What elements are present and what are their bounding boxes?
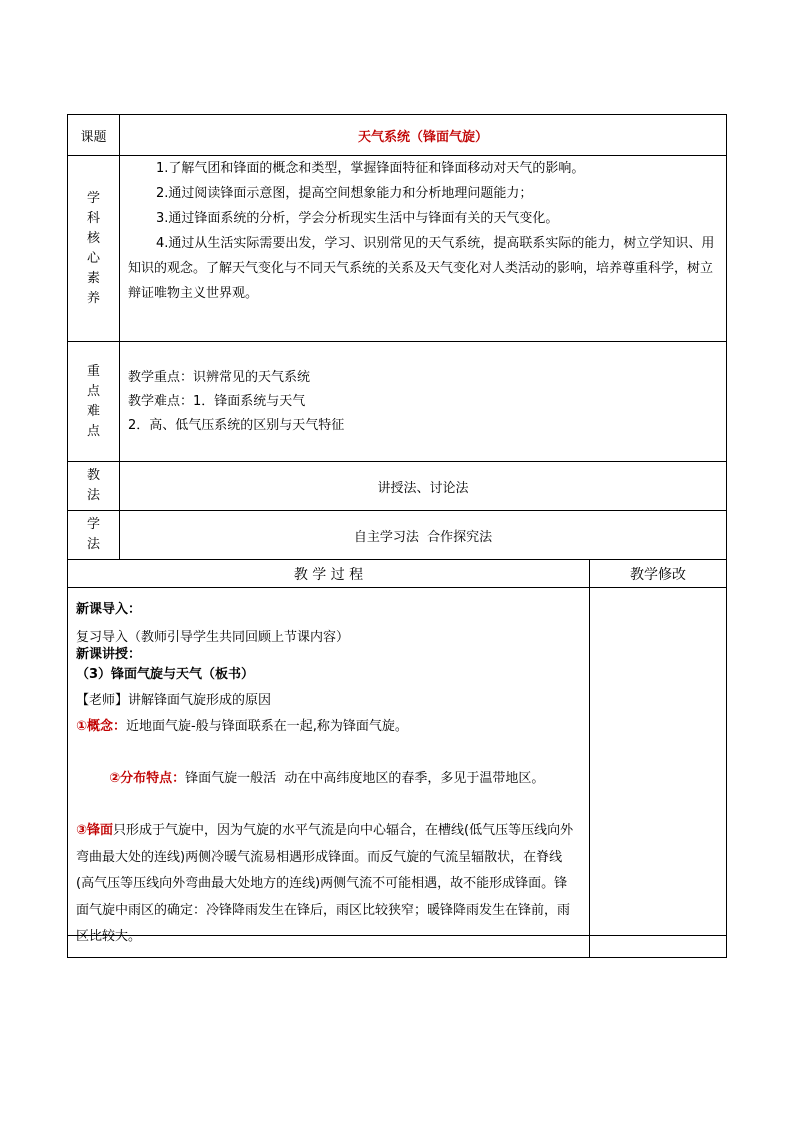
teaching-method: 讲授法、讨论法 — [120, 462, 727, 511]
learning-label-char: 学 — [86, 517, 100, 532]
difficult-point-2: 2．高、低气压系统的区别与天气特征 — [128, 417, 345, 433]
learning-label-char: 法 — [86, 537, 100, 552]
topic-title: 天气系统（锋面气旋） — [120, 115, 727, 156]
process-cell — [68, 588, 590, 958]
learning-label — [68, 511, 120, 560]
teacher-line: 【老师】讲解锋面气旋形成的原因 — [76, 693, 272, 708]
intro-text: 复习导入（教师引导学生共同回顾上节课内容） — [76, 630, 350, 645]
feature-text: 锋面气旋一般活 动在中高纬度地区的春季，多见于温带地区。 — [185, 771, 545, 786]
learning-method: 自主学习法 合作探究法 — [120, 511, 727, 560]
objectives-label-char: 心 — [86, 250, 100, 266]
difficult-point: 教学难点：1．锋面系统与天气 — [128, 393, 306, 409]
front-text: 只形成于气旋中，因为气旋的水平气流是向中心辐合，在槽线(低气压等压线向外弯曲最大处的连线)两侧冷暖气流易相遇形成锋面。而反气旋的气流呈辐散状，在脊线(高气压等压线向外弯曲最大处地方的连线)两侧气流不可能相遇，故不能形成锋面。锋面气旋中雨区的确定：冷锋降雨发生在锋后，雨区比较狭窄；暖锋降雨发生在锋前，雨区比较大。 — [76, 823, 574, 944]
method-label-char: 法 — [86, 488, 100, 503]
objectives-label-char: 科 — [86, 210, 100, 226]
key-points-label-char: 点 — [86, 423, 100, 439]
section-title: （3）锋面气旋与天气（板书） — [76, 667, 255, 682]
process-header: 教 学 过 程 — [68, 560, 590, 588]
objectives-cell — [120, 156, 727, 342]
revision-cell — [590, 588, 727, 958]
method-label-char: 教 — [86, 468, 100, 483]
feature-label: ②分布特点： — [109, 771, 186, 786]
concept-text: 近地面气旋-般与锋面联系在一起,称为锋面气旋。 — [126, 719, 408, 734]
key-point: 教学重点：识辨常见的天气系统 — [128, 369, 311, 385]
feature — [76, 740, 581, 818]
revision-header: 教学修改 — [590, 560, 727, 588]
key-points-cell — [120, 342, 727, 462]
concept-label: ①概念： — [76, 719, 127, 734]
key-points-label-char: 点 — [86, 383, 100, 399]
objective-3: 3.通过锋面系统的分析，学会分析现实生活中与锋面有关的天气变化。 — [156, 211, 559, 226]
key-points-label-char: 重 — [86, 363, 100, 379]
front — [76, 818, 581, 951]
objective-2: 2.通过阅读锋面示意图，提高空间想象能力和分析地理问题能力； — [156, 186, 533, 201]
objectives-label — [68, 156, 120, 342]
objectives-label-char: 素 — [86, 270, 100, 286]
objective-4: 4.通过从生活实际需要出发，学习、识别常见的天气系统，提高联系实际的能力，树立学知识、用知识的观念。了解天气变化与不同天气系统的关系及天气变化对人类活动的影响，培养尊重科学，树立辩证唯物主义世界观。 — [128, 236, 715, 301]
objectives-label-char: 核 — [86, 230, 100, 246]
new-lesson-title: 新课讲授： — [76, 647, 142, 662]
key-points-label-char: 难 — [86, 403, 100, 419]
method-label — [68, 462, 120, 511]
objective-1: 1.了解气团和锋面的概念和类型，掌握锋面特征和锋面移动对天气的影响。 — [156, 161, 585, 176]
bottom-rule — [67, 935, 726, 936]
lesson-plan-table — [67, 114, 727, 958]
intro-title: 新课导入： — [76, 602, 142, 617]
topic-label: 课题 — [68, 115, 120, 156]
front-label: ③锋面 — [76, 823, 114, 838]
objectives-label-char: 养 — [86, 290, 100, 306]
key-points-label — [68, 342, 120, 462]
concept — [76, 714, 581, 740]
objectives-label-char: 学 — [86, 190, 100, 206]
